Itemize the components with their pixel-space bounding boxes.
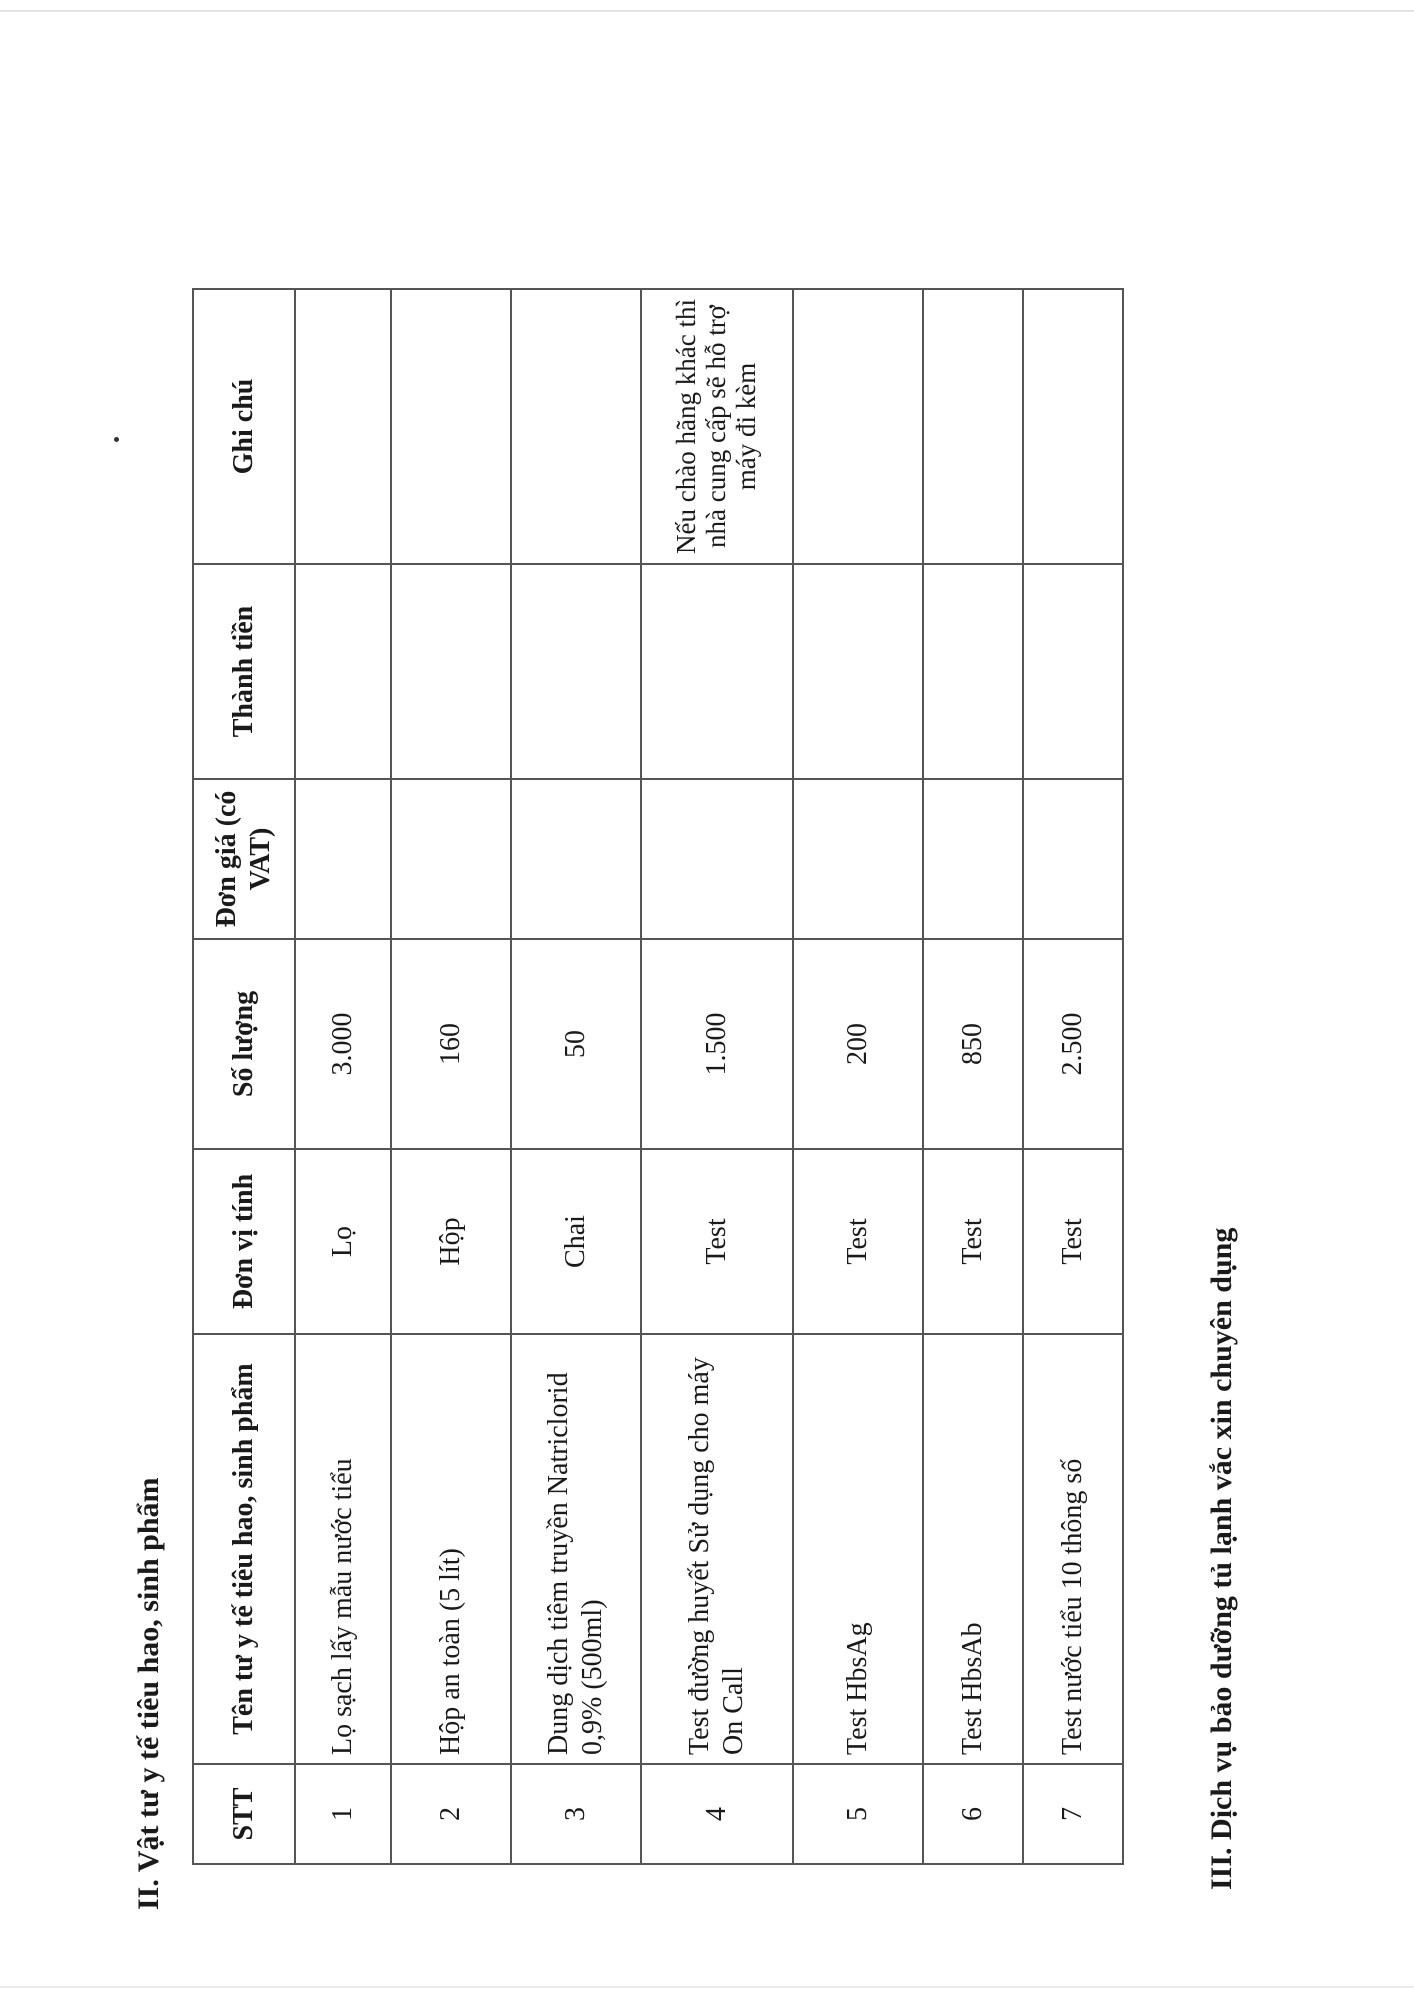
- cell-unit: Test: [923, 1149, 1023, 1334]
- cell-note: [793, 289, 923, 564]
- cell-quantity: 1.500: [641, 939, 793, 1149]
- table-row: [295, 289, 391, 1864]
- table-row: [923, 289, 1023, 1864]
- cell-name: Dung dịch tiêm truyền Natriclorid 0,9% (500ml): [511, 1334, 641, 1764]
- header-name: Tên tư y tế tiêu hao, sinh phẩm: [193, 1334, 295, 1764]
- cell-note: [1023, 289, 1123, 564]
- cell-quantity: 50: [511, 939, 641, 1149]
- table-row: [793, 289, 923, 1864]
- section-3-heading: III. Dịch vụ bảo dưỡng tủ lạnh vắc xin chuyên dụng: [1205, 1227, 1238, 1890]
- cell-name: Lọ sạch lấy mẫu nước tiểu: [295, 1334, 391, 1764]
- rotated-page-content: [100, 250, 1260, 1910]
- cell-name: Test nước tiểu 10 thông số: [1023, 1334, 1123, 1764]
- cell-unit-price: [391, 779, 511, 939]
- cell-stt: 6: [923, 1764, 1023, 1864]
- header-unit-price: Đơn giá (có VAT): [193, 779, 295, 939]
- scan-edge-top: [0, 10, 1414, 12]
- cell-note: [391, 289, 511, 564]
- cell-stt: 1: [295, 1764, 391, 1864]
- cell-unit: Lọ: [295, 1149, 391, 1334]
- header-stt: STT: [193, 1764, 295, 1864]
- cell-total: [793, 564, 923, 779]
- cell-note: [511, 289, 641, 564]
- cell-total: [923, 564, 1023, 779]
- cell-unit: Hộp: [391, 1149, 511, 1334]
- table-header-row: [193, 289, 295, 1864]
- cell-name: Test HbsAg: [793, 1334, 923, 1764]
- section-2-heading: II. Vật tư y tế tiêu hao, sinh phẩm: [132, 1477, 165, 1910]
- cell-unit: Chai: [511, 1149, 641, 1334]
- table-row: [1023, 289, 1123, 1864]
- cell-quantity: 2.500: [1023, 939, 1123, 1149]
- cell-name: Hộp an toàn (5 lít): [391, 1334, 511, 1764]
- cell-stt: 2: [391, 1764, 511, 1864]
- cell-unit-price: [295, 779, 391, 939]
- header-note: Ghi chú: [193, 289, 295, 564]
- cell-stt: 5: [793, 1764, 923, 1864]
- stray-mark: [114, 437, 119, 442]
- cell-quantity: 200: [793, 939, 923, 1149]
- cell-unit: Test: [641, 1149, 793, 1334]
- cell-total: [641, 564, 793, 779]
- cell-stt: 3: [511, 1764, 641, 1864]
- cell-quantity: 3.000: [295, 939, 391, 1149]
- cell-note: Nếu chào hãng khác thì nhà cung cấp sẽ hỗ trợ máy đi kèm: [641, 289, 793, 564]
- table-row: [391, 289, 511, 1864]
- cell-unit: Test: [793, 1149, 923, 1334]
- cell-total: [391, 564, 511, 779]
- cell-unit-price: [511, 779, 641, 939]
- cell-unit: Test: [1023, 1149, 1123, 1334]
- table-row: [641, 289, 793, 1864]
- cell-total: [511, 564, 641, 779]
- cell-total: [295, 564, 391, 779]
- cell-quantity: 160: [391, 939, 511, 1149]
- cell-stt: 7: [1023, 1764, 1123, 1864]
- cell-unit-price: [793, 779, 923, 939]
- cell-note: [295, 289, 391, 564]
- cell-name: Test HbsAb: [923, 1334, 1023, 1764]
- header-unit: Đơn vị tính: [193, 1149, 295, 1334]
- cell-unit-price: [1023, 779, 1123, 939]
- cell-name: Test đường huyết Sử dụng cho máy On Call: [641, 1334, 793, 1764]
- cell-note: [923, 289, 1023, 564]
- cell-unit-price: [923, 779, 1023, 939]
- header-total: Thành tiền: [193, 564, 295, 779]
- cell-total: [1023, 564, 1123, 779]
- cell-stt: 4: [641, 1764, 793, 1864]
- cell-quantity: 850: [923, 939, 1023, 1149]
- table-row: [511, 289, 641, 1864]
- cell-unit-price: [641, 779, 793, 939]
- scan-edge-bottom: [0, 1986, 1414, 1988]
- supplies-table: [192, 288, 1124, 1865]
- header-quantity: Số lượng: [193, 939, 295, 1149]
